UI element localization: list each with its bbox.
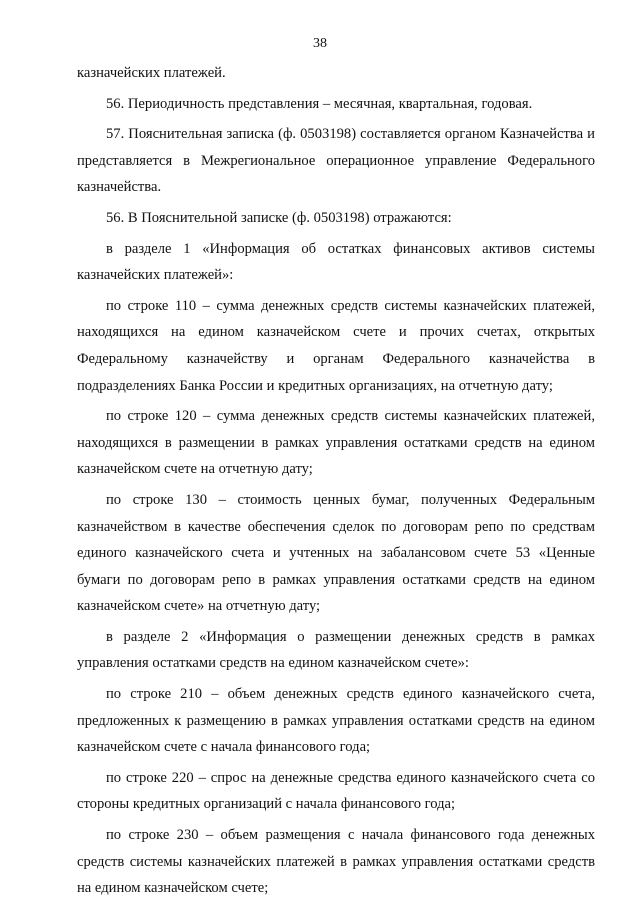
- paragraph-56-periodicity: 56. Периодичность представления – месячная, квартальная, годовая.: [106, 95, 533, 112]
- paragraph-section-1: в разделе 1 «Информация об остатках финансовых активов системы казначейских платежей»:: [77, 240, 595, 284]
- paragraph-line-230: по строке 230 – объем размещения с начала финансового года денежных средств системы казначейских платежей в рамках управления остатками средств на едином казначейском счете;: [77, 827, 595, 897]
- paragraph-57-explanatory-note: 57. Пояснительная записка (ф. 0503198) составляется органом Казначейства и представляется в Межрегиональное операционное управление Федерального казначейства.: [77, 126, 595, 196]
- paragraph-line-120: по строке 120 – сумма денежных средств системы казначейских платежей, находящихся в размещении в рамках управления остатками средств на едином казначейском счете на отчетную дату;: [77, 408, 595, 478]
- paragraph-continuation: казначейских платежей.: [77, 65, 226, 81]
- paragraph-line-130: по строке 130 – стоимость ценных бумаг, полученных Федеральным казначейством в качестве обеспечения сделок по договорам репо по средствам единого казначейского счета и учтенных на забалансовом счете 53 «Ценные бумаги по договорам репо в рамках управления остатками средств на едином казначейском счете» на отчетную дату;: [77, 491, 595, 615]
- paragraph-line-210: по строке 210 – объем денежных средств единого казначейского счета, предложенных к размещению в рамках управления остатками средств на едином казначейском счете с начала финансового года;: [77, 686, 595, 756]
- paragraph-line-220: по строке 220 – спрос на денежные средства единого казначейского счета со стороны кредитных организаций с начала финансового года;: [77, 769, 595, 813]
- paragraph-56-contents: 56. В Пояснительной записке (ф. 0503198) отражаются:: [106, 209, 452, 226]
- page-number: 38: [313, 36, 327, 51]
- document-body: [77, 60, 595, 902]
- paragraph-line-110: по строке 110 – сумма денежных средств системы казначейских платежей, находящихся на едином казначейском счете и прочих счетах, открытых Федеральному казначейству и органам Федерального казначейства в подразделениях Банка России и кредитных организациях, на отчетную дату;: [77, 297, 595, 394]
- paragraph-section-2: в разделе 2 «Информация о размещении денежных средств в рамках управления остатками средств на едином казначейском счете»:: [77, 628, 595, 672]
